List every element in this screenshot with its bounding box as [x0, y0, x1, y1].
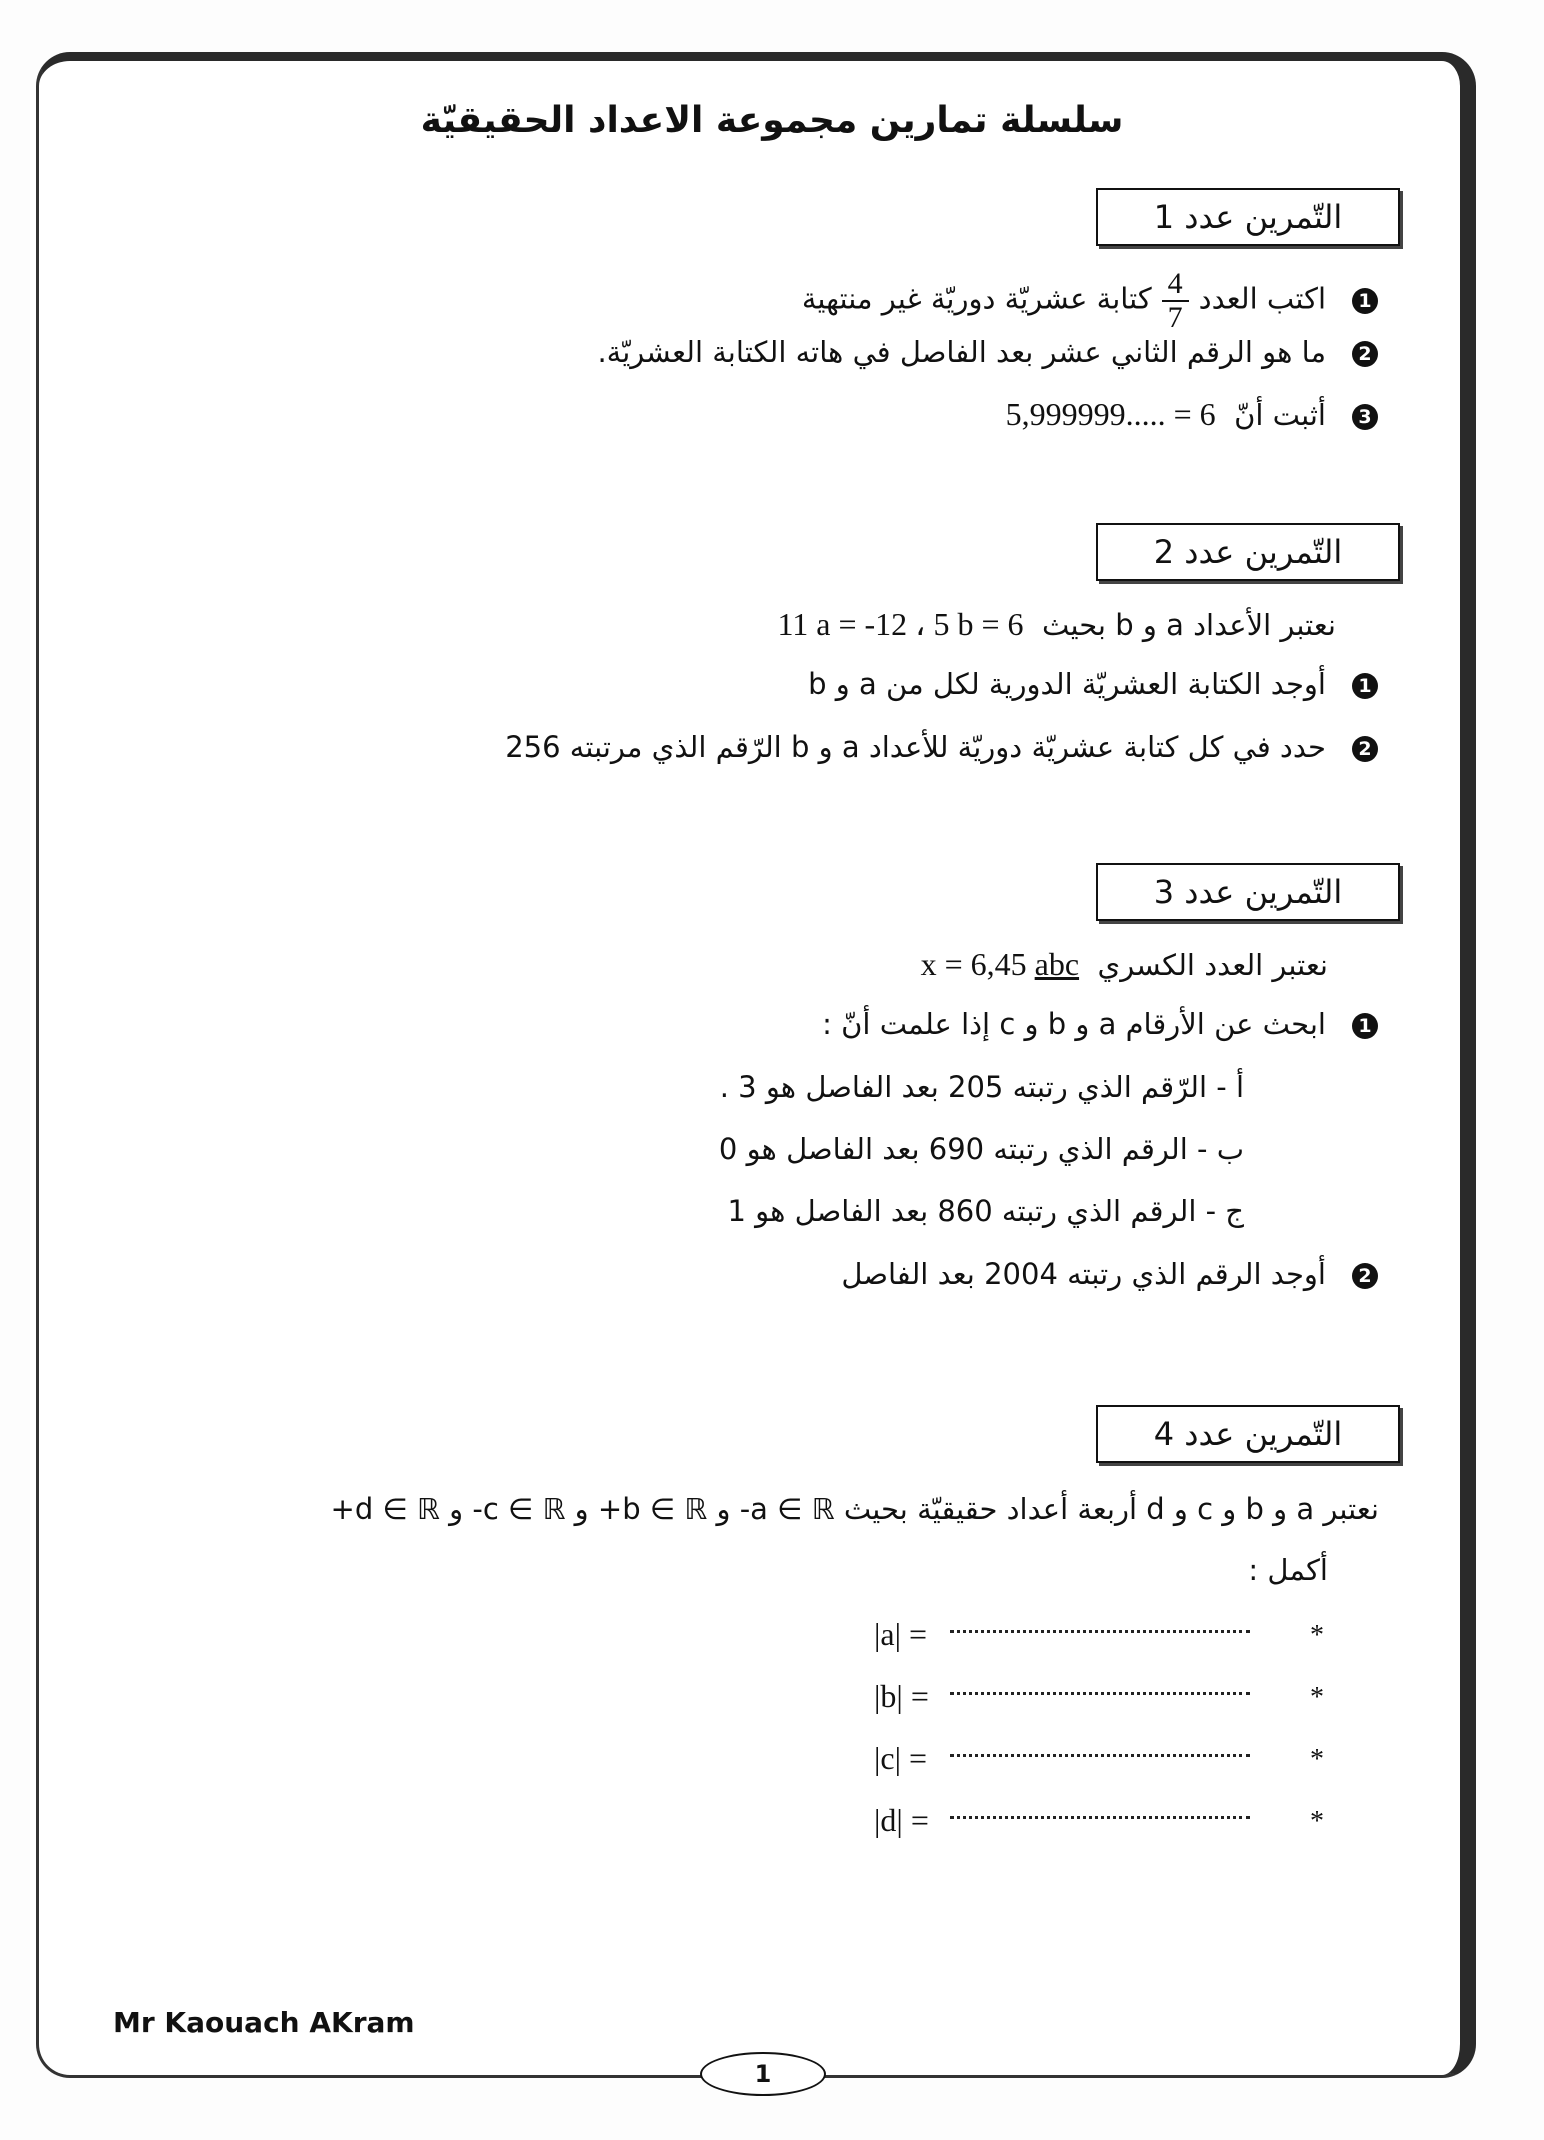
abs-row-a: [870, 1612, 1340, 1662]
exercise-2-heading: التّمرين عدد 2: [1096, 523, 1400, 581]
ex3-intro-text: نعتبر العدد الكسري: [1097, 948, 1328, 982]
fraction-numerator: 4: [1162, 268, 1189, 302]
fraction-denominator: 7: [1167, 300, 1183, 334]
abs-row-c: [870, 1736, 1340, 1786]
star-bullet: *: [1310, 1620, 1324, 1651]
abs-label: |a| =: [874, 1616, 928, 1652]
number-badge: 2: [1352, 341, 1378, 367]
abs-label: |d| =: [874, 1802, 929, 1838]
ex1-item-1-text-a: اكتب العدد: [1198, 281, 1326, 316]
ex3-intro: [921, 948, 1328, 980]
page-title: سلسلة تمارين مجموعة الاعداد الحقيقيّة: [420, 100, 1124, 141]
star-bullet: *: [1310, 1682, 1324, 1713]
ex2-item-1-text: أوجد الكتابة العشريّة الدورية لكل من a و b: [808, 667, 1326, 701]
number-badge: 2: [1352, 736, 1378, 762]
number-badge: 2: [1352, 1263, 1378, 1289]
ex3-item-1-text: ابحث عن الأرقام a و b و c إذا علمت أنّ :: [822, 1007, 1326, 1041]
ex3-item-2: [841, 1257, 1378, 1291]
abs-row-b: [870, 1674, 1340, 1724]
ex3-sub-b: ب - الرقم الذي رتبته 690 بعد الفاصل هو 0: [718, 1132, 1244, 1166]
blank-line[interactable]: [950, 1754, 1250, 1757]
ex3-intro-math: [921, 946, 1079, 982]
ex2-item-2: [505, 730, 1378, 764]
star-bullet: *: [1310, 1806, 1324, 1837]
blank-line[interactable]: [950, 1816, 1250, 1819]
exercise-1-heading: التّمرين عدد 1: [1096, 188, 1400, 246]
ex1-item-1: [802, 268, 1378, 333]
number-badge: 1: [1352, 1013, 1378, 1039]
ex1-item-3: [1006, 398, 1378, 430]
abs-label: |b| =: [874, 1678, 929, 1714]
blank-line[interactable]: [950, 1630, 1250, 1633]
star-bullet: *: [1310, 1744, 1324, 1775]
abs-row-d: [870, 1798, 1340, 1848]
ex1-item-3-math: 5,999999..... = 6: [1005, 396, 1216, 432]
ex3-period: abc: [1034, 946, 1080, 982]
ex2-item-2-text: حدد في كل كتابة عشريّة دوريّة للأعداد a و b الرّقم الذي مرتبته 256: [505, 730, 1326, 764]
number-badge: 1: [1352, 673, 1378, 699]
number-badge: 3: [1352, 404, 1378, 430]
ex4-complete: أكمل :: [1248, 1553, 1328, 1587]
exercise-3-heading: التّمرين عدد 3: [1096, 863, 1400, 921]
abs-label: |c| =: [874, 1740, 928, 1776]
exercise-4-heading: التّمرين عدد 4: [1096, 1405, 1400, 1463]
ex1-item-3-text: أثبت أنّ: [1234, 398, 1326, 432]
number-badge: 1: [1352, 288, 1378, 314]
ex2-intro-math: 11 a = -12 ، 5 b = 6: [777, 606, 1024, 642]
ex3-item-2-text: أوجد الرقم الذي رتبته 2004 بعد الفاصل: [841, 1257, 1326, 1291]
ex2-intro-text: نعتبر الأعداد a و b بحيث: [1041, 608, 1336, 642]
ex1-item-1-text-b: كتابة عشريّة دوريّة غير منتهية: [801, 281, 1152, 316]
ex3-sub-a: أ - الرّقم الذي رتبته 205 بعد الفاصل هو 3 .: [719, 1070, 1244, 1104]
fraction: [1162, 268, 1189, 333]
ex3-number: x = 6,45: [920, 946, 1027, 982]
page-number: 1: [700, 2052, 826, 2096]
ex2-intro: [777, 608, 1336, 640]
ex1-item-2-text: ما هو الرقم الثاني عشر بعد الفاصل في هاته الكتابة العشريّة.: [597, 335, 1326, 369]
ex2-item-1: [808, 667, 1378, 701]
ex1-item-2: [597, 335, 1378, 369]
blank-line[interactable]: [950, 1692, 1250, 1695]
ex3-sub-c: ج - الرقم الذي رتبته 860 بعد الفاصل هو 1: [727, 1194, 1244, 1228]
ex3-item-1: [822, 1007, 1378, 1041]
ex4-intro: نعتبر a و b و c و d أربعة أعداد حقيقيّة بحيث a ∈ ℝ- و b ∈ ℝ+ و c ∈ ℝ- و d ∈ ℝ+: [330, 1492, 1379, 1526]
author-name: Mr Kaouach AKram: [113, 2006, 415, 2039]
